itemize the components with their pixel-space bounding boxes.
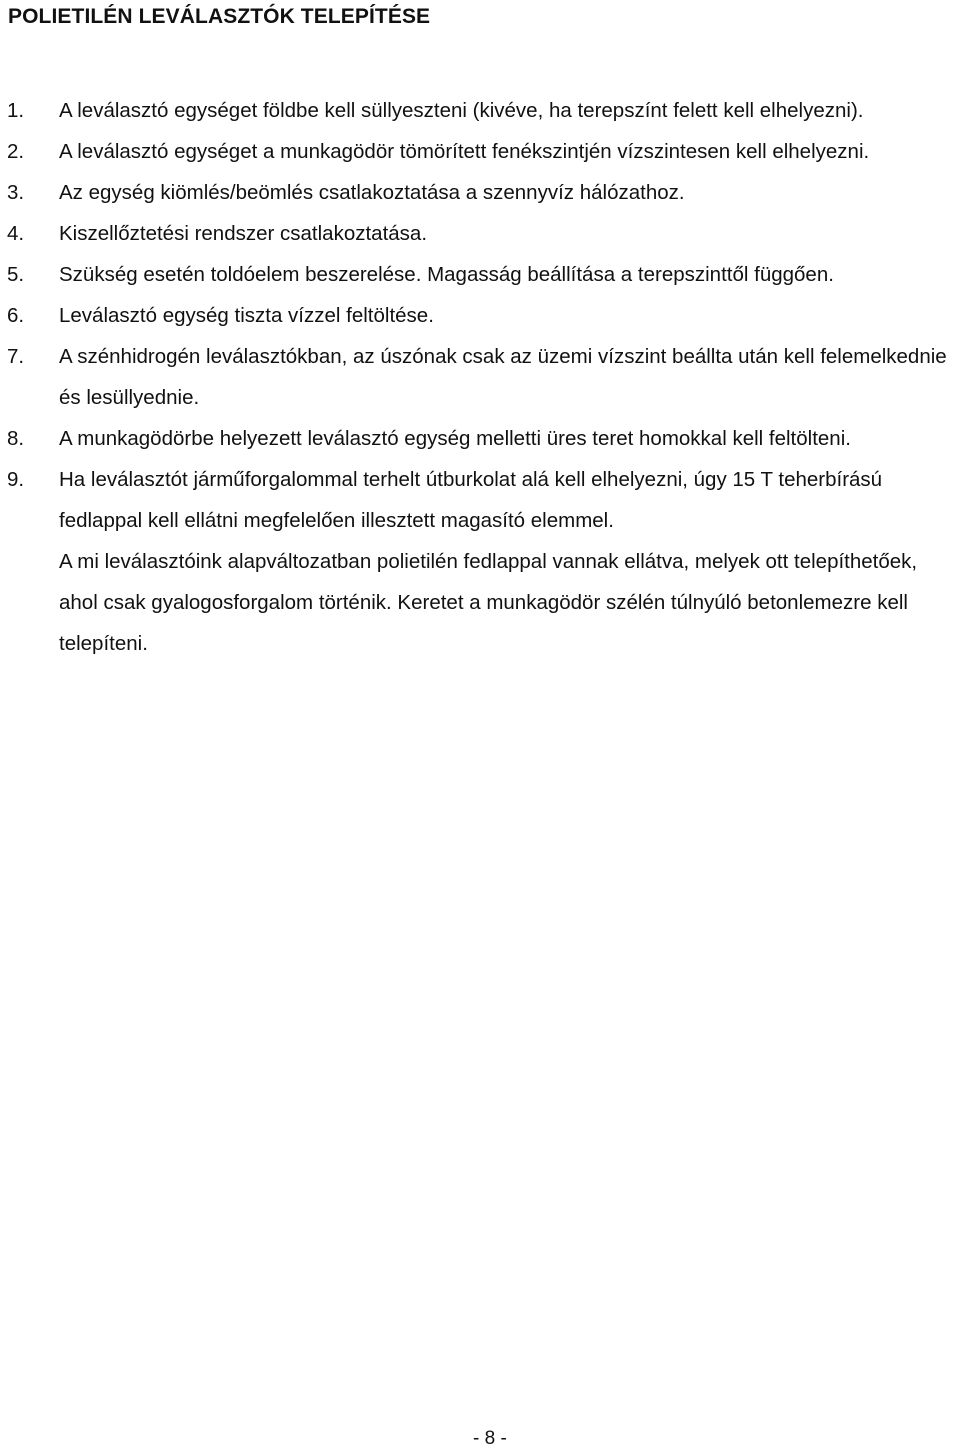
list-item-number: 6. [7, 304, 25, 327]
list-item-number: 4. [7, 222, 25, 245]
list-item [0, 336, 960, 418]
list-item-text: Kiszellőztetési rendszer csatlakoztatása. [59, 222, 428, 245]
list-item-text: A leválasztó egységet földbe kell süllyeszteni (kivéve, ha terepszínt felett kell elhelyezni). [59, 99, 864, 122]
list-item-note: A mi leválasztóink alapváltozatban polietilén fedlappal vannak ellátva, melyek ott telepíthetőek, ahol csak gyalogosforgalom történik. Keretet a munkagödör szélén túlnyúló betonlemezre kell telepíteni. [59, 550, 918, 655]
list-item-number: 1. [7, 99, 25, 122]
list-item-text: Leválasztó egység tiszta vízzel feltöltése. [59, 304, 434, 327]
list-item [0, 172, 960, 213]
page-title: POLIETILÉN LEVÁLASZTÓK TELEPÍTÉSE [8, 5, 431, 28]
list-item [0, 254, 960, 295]
list-item [0, 295, 960, 336]
installation-steps-list [0, 90, 960, 664]
list-item-text: A leválasztó egységet a munkagödör tömörített fenékszintjén vízszintesen kell elhelyezni. [59, 140, 870, 163]
list-item-number: 2. [7, 140, 25, 163]
list-item [0, 459, 960, 664]
list-item-text: A szénhidrogén leválasztókban, az úszónak csak az üzemi vízszint beállta után kell felemelkednie és lesüllyednie. [59, 345, 947, 409]
list-item-number: 3. [7, 181, 25, 204]
list-item-text: Az egység kiömlés/beömlés csatlakoztatása a szennyvíz hálózathoz. [59, 181, 685, 204]
list-item-text: Ha leválasztót járműforgalommal terhelt útburkolat alá kell elhelyezni, úgy 15 T teherbírású fedlappal kell ellátni megfelelően illesztett magasító elemmel. [59, 468, 883, 532]
list-item [0, 131, 960, 172]
list-item-text: Szükség esetén toldóelem beszerelése. Magasság beállítása a terepszinttől függően. [59, 263, 834, 286]
list-item-number: 9. [7, 468, 25, 491]
list-item [0, 90, 960, 131]
list-item [0, 418, 960, 459]
list-item-text: A munkagödörbe helyezett leválasztó egység melletti üres teret homokkal kell feltölteni. [59, 427, 851, 450]
list-item-number: 5. [7, 263, 25, 286]
list-item-number: 8. [7, 427, 25, 450]
list-item [0, 213, 960, 254]
list-item-number: 7. [7, 345, 25, 368]
page-number: - 8 - [473, 1428, 507, 1449]
